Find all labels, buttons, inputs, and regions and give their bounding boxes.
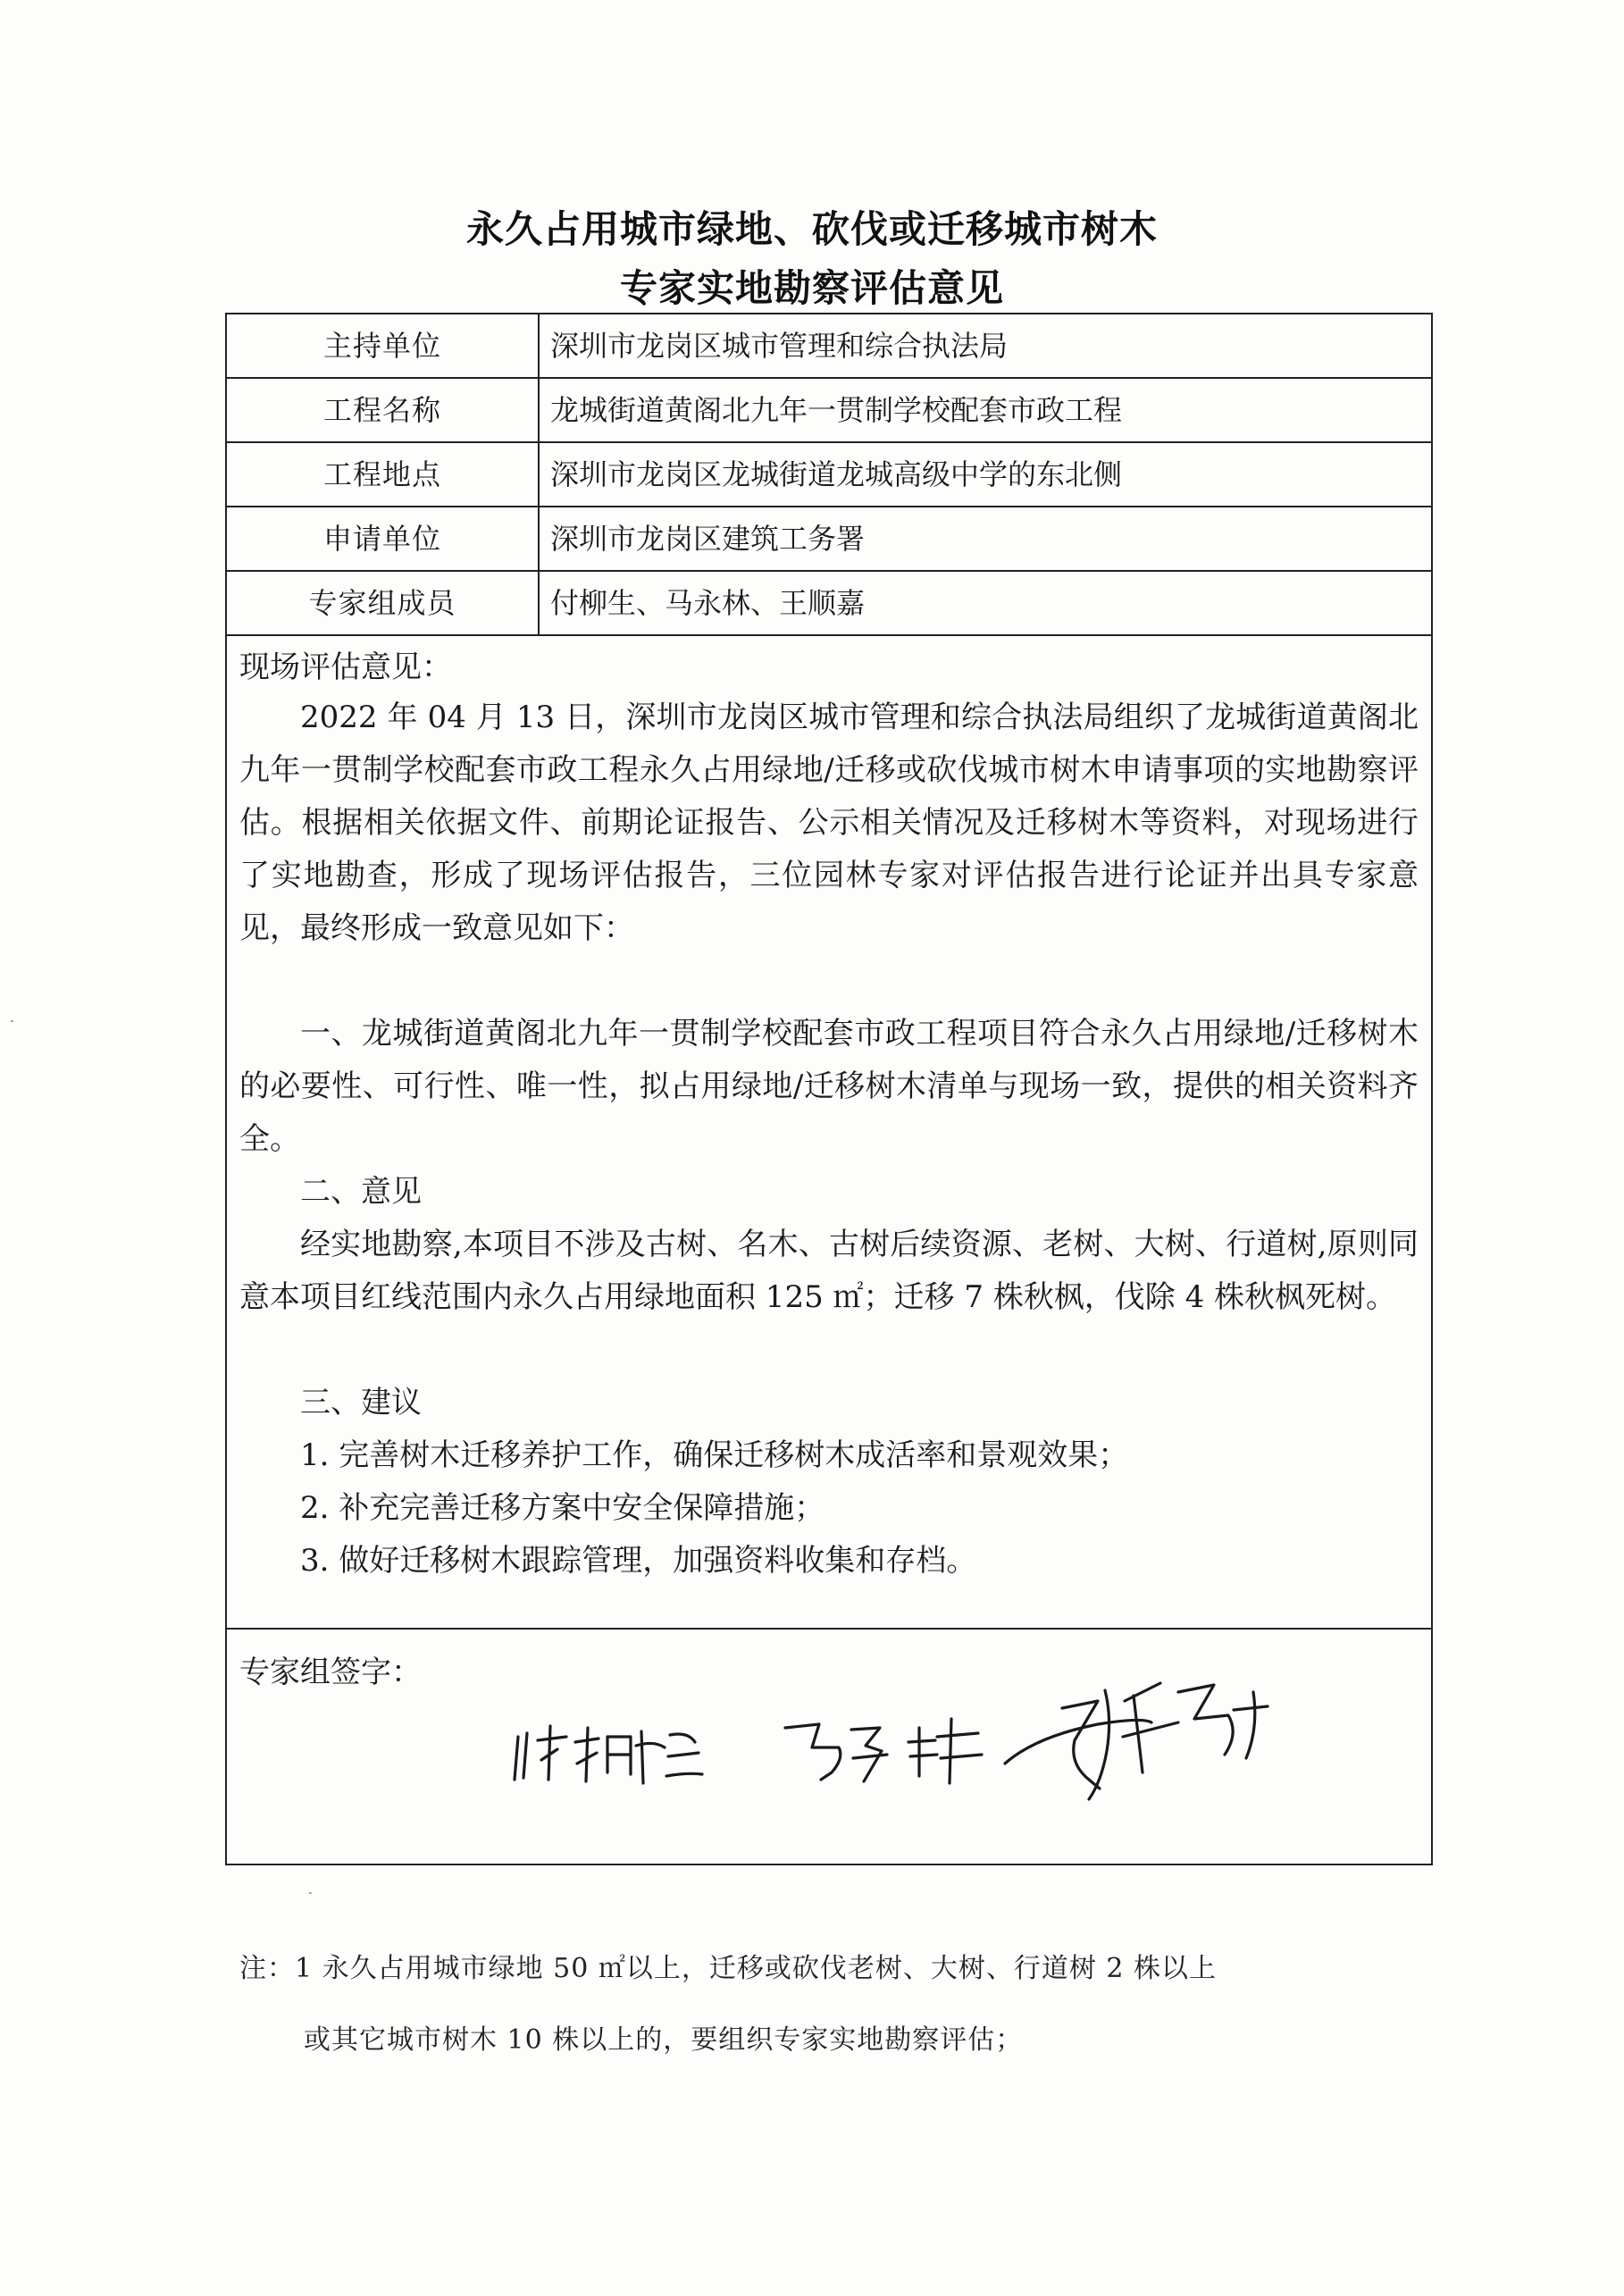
signature-section — [227, 1630, 1431, 1864]
info-row-experts — [227, 572, 1431, 636]
info-label: 工程名称 — [227, 379, 540, 441]
handwritten-signature-3 — [1000, 1665, 1294, 1808]
info-row-project-name — [227, 379, 1431, 443]
opinion-section1-paragraph: 一、龙城街道黄阁北九年一贯制学校配套市政工程项目符合永久占用绿地/迁移树木的必要性、可行性、唯一性，拟占用绿地/迁移树木清单与现场一致，提供的相关资料齐全。 — [239, 1016, 1419, 1157]
suggestion-item: 2. 补充完善迁移方案中安全保障措施； — [300, 1490, 825, 1526]
info-value: 龙城街道黄阁北九年一贯制学校配套市政工程 — [550, 393, 1123, 427]
signature-heading: 专家组签字： — [239, 1655, 422, 1690]
scan-speck — [309, 1892, 312, 1894]
opinion-section — [227, 636, 1431, 1630]
info-label: 工程地点 — [227, 443, 540, 506]
info-label: 主持单位 — [227, 314, 540, 377]
document-title-line2: 专家实地勘察评估意见 — [619, 266, 1004, 310]
footnote-line2: 或其它城市树木 10 株以上的，要组织专家实地勘察评估； — [304, 2024, 1024, 2056]
opinion-intro-paragraph: 2022 年 04 月 13 日，深圳市龙岗区城市管理和综合执法局组织了龙城街道黄阁北九年一贯制学校配套市政工程永久占用绿地/迁移或砍伐城市树木申请事项的实地勘察评估。根据相关依据文件、前期论证报告、公示相关情况及迁移树木等资料，对现场进行了实地勘查，形成了现场评估报告，三位园林专家对评估报告进行论证并出具专家意见，最终形成一致意见如下： — [239, 700, 1419, 946]
opinion-heading: 现场评估意见： — [239, 649, 452, 685]
info-row-host-unit — [227, 314, 1431, 379]
opinion-section2-title: 二、意见 — [300, 1174, 422, 1210]
info-value: 深圳市龙岗区建筑工务署 — [550, 522, 866, 556]
info-value: 深圳市龙岗区城市管理和综合执法局 — [550, 329, 1009, 363]
info-value: 付柳生、马永林、王顺嘉 — [550, 586, 866, 620]
suggestion-item: 1. 完善树木迁移养护工作，确保迁移树木成活率和景观效果； — [300, 1437, 1129, 1473]
footnote-line1: 注：1 永久占用城市绿地 50 ㎡以上，迁移或砍伐老树、大树、行道树 2 株以上 — [239, 1953, 1218, 1984]
document-title-line1: 永久占用城市绿地、砍伐或迁移城市树木 — [465, 207, 1158, 251]
info-row-applicant — [227, 507, 1431, 572]
opinion-section3-title: 三、建议 — [300, 1385, 422, 1420]
opinion-section2-paragraph: 经实地勘察,本项目不涉及古树、名木、古树后续资源、老树、大树、行道树,原则同意本项目红线范围内永久占用绿地面积 125 ㎡；迁移 7 株秋枫，伐除 4 株秋枫死树。 — [239, 1227, 1419, 1315]
info-row-project-location — [227, 443, 1431, 507]
assessment-form — [225, 313, 1433, 1865]
handwritten-signature-2 — [776, 1701, 991, 1790]
info-label: 专家组成员 — [227, 572, 540, 634]
info-label: 申请单位 — [227, 507, 540, 570]
info-value: 深圳市龙岗区龙城街道龙城高级中学的东北侧 — [550, 457, 1123, 491]
handwritten-signature-1 — [511, 1710, 707, 1790]
scan-speck — [11, 1020, 13, 1022]
suggestion-item: 3. 做好迁移树木跟踪管理，加强资料收集和存档。 — [300, 1543, 977, 1579]
